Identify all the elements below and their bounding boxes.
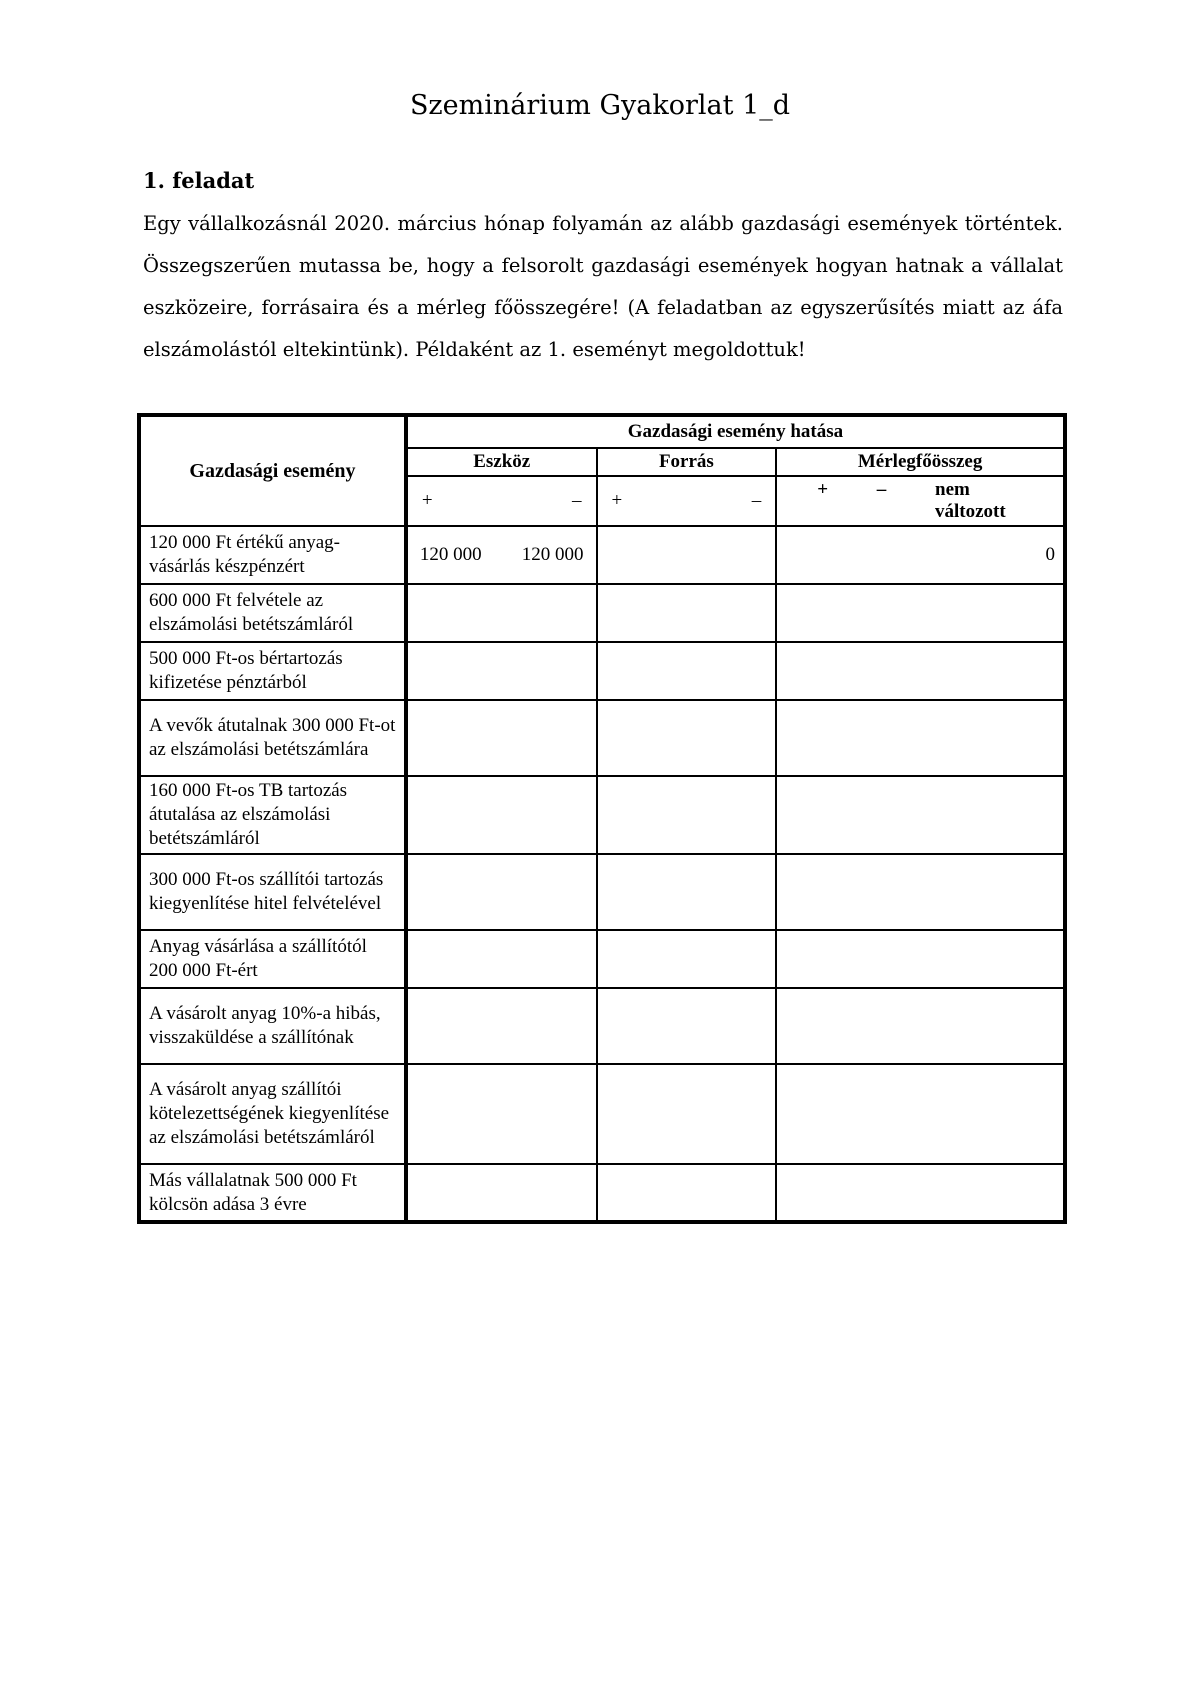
asset-cell xyxy=(406,854,597,930)
event-description: 500 000 Ft-os bértartozás kifizetése pénztárból xyxy=(139,642,406,700)
source-signs xyxy=(597,476,777,526)
table-row xyxy=(139,642,1065,700)
table-row xyxy=(139,930,1065,988)
balance-column-header: Mérlegfőösszeg xyxy=(776,448,1065,476)
asset-cell xyxy=(406,700,597,776)
asset-column-header: Eszköz xyxy=(406,448,597,476)
source-cell xyxy=(597,642,777,700)
plus-sign: + xyxy=(817,479,829,500)
source-cell xyxy=(597,700,777,776)
table-row xyxy=(139,526,1065,584)
balance-cell xyxy=(776,988,1065,1064)
source-cell xyxy=(597,854,777,930)
plus-sign: + xyxy=(611,490,623,511)
table-row xyxy=(139,1064,1065,1164)
asset-cell xyxy=(406,1064,597,1164)
source-column-header: Forrás xyxy=(597,448,777,476)
balance-cell xyxy=(776,1164,1065,1222)
task-description: Egy vállalkozásnál 2020. március hónap folyamán az alább gazdasági események történtek. Összegszerűen mutassa be, hogy a felsorolt gazdasági események hogyan hatnak a vállalat eszközeire, forrásaira és a mérleg főösszegére! (A feladatban az egyszerűsítés miatt az áfa elszámolástól eltekintünk). Példaként az 1. eseményt megoldottuk! xyxy=(143,212,1063,361)
plus-sign: + xyxy=(421,490,433,511)
asset-cell xyxy=(406,930,597,988)
table-row xyxy=(139,988,1065,1064)
source-cell xyxy=(597,584,777,642)
balance-cell xyxy=(776,854,1065,930)
unchanged-label: nem változott xyxy=(935,479,1006,522)
balance-signs xyxy=(776,476,1065,526)
table-row xyxy=(139,854,1065,930)
source-cell xyxy=(597,776,777,854)
asset-plus-value: 120 000 xyxy=(419,544,482,565)
balance-cell xyxy=(776,700,1065,776)
event-description: A vásárolt anyag szállítói kötelezettségének kiegyenlítése az elszámolási betétszámláról xyxy=(139,1064,406,1164)
asset-cell xyxy=(406,642,597,700)
asset-signs xyxy=(406,476,597,526)
source-cell xyxy=(597,1164,777,1222)
balance-cell xyxy=(776,642,1065,700)
balance-cell xyxy=(776,526,1065,584)
effect-header: Gazdasági esemény hatása xyxy=(406,415,1065,448)
event-column-header: Gazdasági esemény xyxy=(139,415,406,526)
source-cell xyxy=(597,526,777,584)
balance-cell xyxy=(776,1064,1065,1164)
asset-cell xyxy=(406,526,597,584)
minus-sign: – xyxy=(572,490,582,511)
task-heading: 1. feladat xyxy=(143,168,255,193)
events-table xyxy=(137,413,1067,1224)
balance-cell xyxy=(776,776,1065,854)
balance-cell xyxy=(776,584,1065,642)
minus-sign: – xyxy=(876,479,887,500)
event-description: A vevők átutalnak 300 000 Ft-ot az elszámolási betétszámlára xyxy=(139,700,406,776)
asset-minus-value: 120 000 xyxy=(521,544,584,565)
event-description: A vásárolt anyag 10%-a hibás, visszaküldése a szállítónak xyxy=(139,988,406,1064)
table-row xyxy=(139,700,1065,776)
table-row xyxy=(139,1164,1065,1222)
source-cell xyxy=(597,930,777,988)
event-description: 120 000 Ft értékű anyag-vásárlás készpénzért xyxy=(139,526,406,584)
asset-cell xyxy=(406,776,597,854)
minus-sign: – xyxy=(751,490,762,511)
event-description: 600 000 Ft felvétele az elszámolási betétszámláról xyxy=(139,584,406,642)
event-description: Anyag vásárlása a szállítótól 200 000 Ft-ért xyxy=(139,930,406,988)
balance-unchanged-value: 0 xyxy=(1045,544,1055,565)
source-cell xyxy=(597,988,777,1064)
page-title: Szeminárium Gyakorlat 1_d xyxy=(409,90,791,122)
table-row xyxy=(139,584,1065,642)
event-description: Más vállalatnak 500 000 Ft kölcsön adása 3 évre xyxy=(139,1164,406,1222)
event-description: 300 000 Ft-os szállítói tartozás kiegyenlítése hitel felvételével xyxy=(139,854,406,930)
asset-cell xyxy=(406,1164,597,1222)
source-cell xyxy=(597,1064,777,1164)
event-description: 160 000 Ft-os TB tartozás átutalása az elszámolási betétszámláról xyxy=(139,776,406,854)
balance-cell xyxy=(776,930,1065,988)
table-row xyxy=(139,776,1065,854)
asset-cell xyxy=(406,584,597,642)
asset-cell xyxy=(406,988,597,1064)
